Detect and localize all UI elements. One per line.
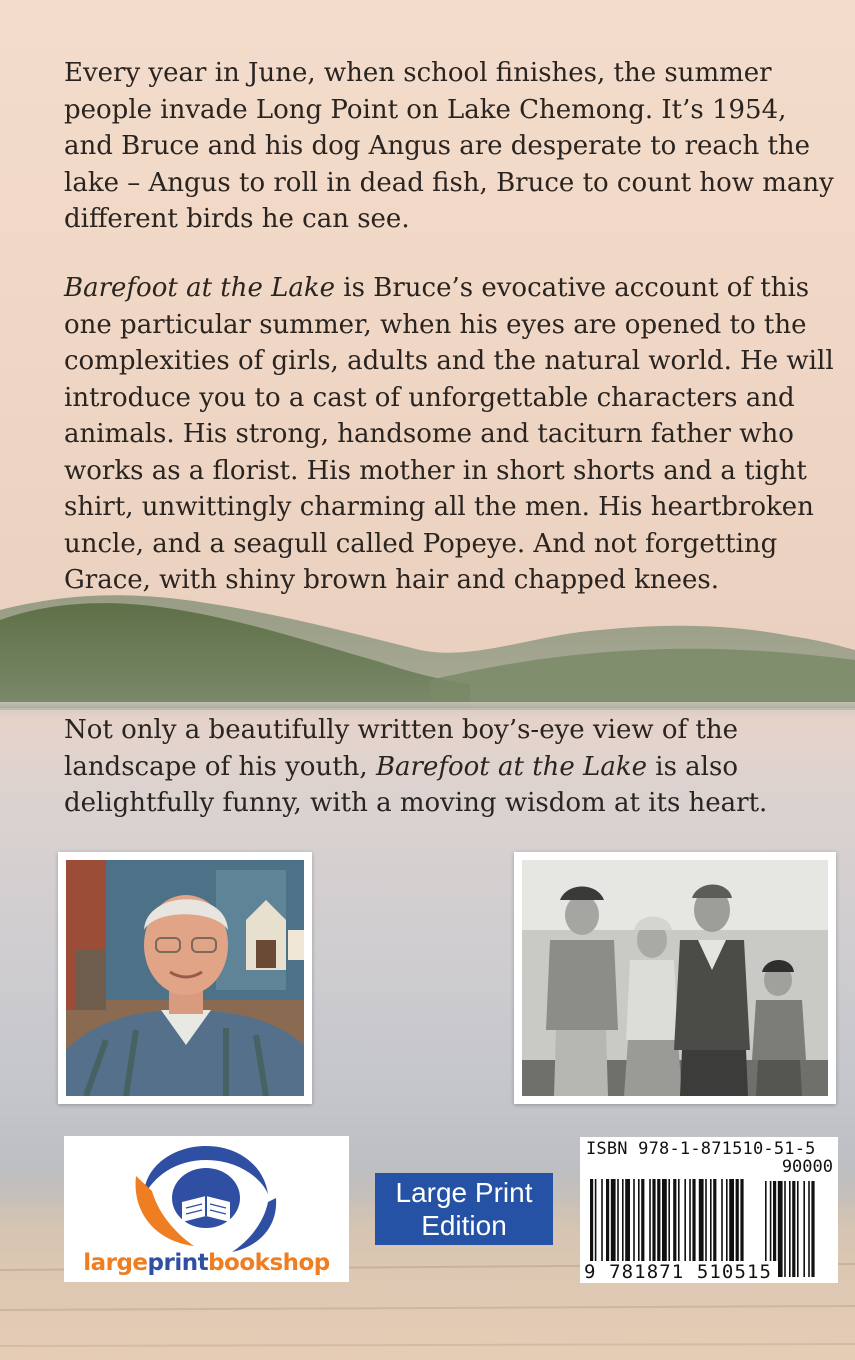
barcode-bar [729, 1179, 734, 1261]
barcode-addon-bar [797, 1181, 799, 1277]
barcode-bar [710, 1179, 712, 1261]
barcode-bar [726, 1179, 728, 1261]
barcode-bar [611, 1179, 616, 1261]
isbn-barcode [580, 1137, 838, 1283]
author-photo [66, 860, 304, 1096]
barcode-bar [652, 1179, 655, 1261]
publisher-name-large: large [83, 1250, 148, 1276]
price-code: 90000 [781, 1157, 833, 1177]
family-photo-frame [514, 852, 836, 1104]
barcode-bar [662, 1179, 667, 1261]
barcode-bar [657, 1179, 660, 1261]
blurb-paragraph-3-start: Not only a beautifully written boy’s-eye view of the landscape of his youth, [64, 715, 738, 782]
publisher-logo [64, 1136, 349, 1282]
barcode-bar [641, 1179, 644, 1261]
publisher-name-bookshop: bookshop [208, 1250, 330, 1276]
blurb-paragraph-1: Every year in June, when school finishes, the summer people invade Long Point on Lake Chemong. It’s 1954, and Bruce and his dog Angus are desperate to reach the lake – Angus to roll in dead fish, Bruce to count how many different birds he can see. [64, 58, 834, 234]
publisher-name [64, 1250, 349, 1276]
barcode-bar [601, 1179, 603, 1261]
barcode-addon-bar [803, 1181, 805, 1277]
barcode-bar [590, 1179, 593, 1261]
barcode-bar [684, 1179, 686, 1261]
barcode-bar [736, 1179, 739, 1261]
blurb-paragraph-3-end: is also delightfully funny, with a moving wisdom at its heart. [64, 751, 768, 818]
edition-line-1: Large Print [395, 1177, 533, 1208]
barcode-bar [699, 1179, 704, 1261]
barcode-addon-bar [808, 1181, 810, 1277]
edition-line-2: Edition [421, 1210, 507, 1241]
family-photo [522, 860, 828, 1096]
barcode-bar [668, 1179, 670, 1261]
barcode-bar [617, 1179, 619, 1261]
barcode-addon-bar [778, 1181, 783, 1277]
barcode-bar [638, 1179, 640, 1261]
blurb-paragraph-2-text: is Bruce’s evocative account of this one particular summer, when his eyes are opened to the complexities of girls, adults and the natural world. He will introduce you to a cast of unforgettable characters and animals. His strong, handsome and taciturn father who works as a florist. His mother in short shorts and a tight shirt, unwittingly charming all the men. His heartbroken uncle, and a seagull called Popeye. And not forgetting Grace, with shiny brown hair and chapped knees. [64, 273, 834, 595]
barcode-bar [595, 1179, 597, 1261]
publisher-name-print: print [147, 1250, 209, 1276]
barcode-bar [705, 1179, 707, 1261]
barcode-bar [721, 1179, 723, 1261]
blurb-paragraph-2 [64, 270, 834, 599]
book-title-italic: Barefoot at the Lake [375, 751, 647, 782]
large-print-edition-badge [375, 1173, 553, 1245]
barcode-bar [673, 1179, 676, 1261]
barcode-bar [649, 1179, 651, 1261]
blurb-paragraph-3 [64, 712, 834, 822]
barcode-addon-bar [789, 1181, 791, 1277]
barcode-digits: 9 781871 510515 [584, 1261, 778, 1283]
barcode-bar [625, 1179, 630, 1261]
barcode-addon-bar [784, 1181, 786, 1277]
barcode-bar [740, 1179, 743, 1261]
barcode-addon-bar [811, 1181, 814, 1277]
barcode-bar [606, 1179, 609, 1261]
barcode-bar [678, 1179, 680, 1261]
barcode-addon-bar [792, 1181, 795, 1277]
barcode-bar [692, 1179, 695, 1261]
barcode-bar [689, 1179, 691, 1261]
barcode-bar [713, 1179, 716, 1261]
isbn-label: ISBN 978-1-871510-51-5 [586, 1139, 816, 1159]
author-photo-frame [58, 852, 312, 1104]
book-title-italic: Barefoot at the Lake [64, 273, 336, 303]
lake-hills-scenery [0, 580, 855, 720]
barcode-bar [622, 1179, 624, 1261]
barcode-bar [633, 1179, 635, 1261]
